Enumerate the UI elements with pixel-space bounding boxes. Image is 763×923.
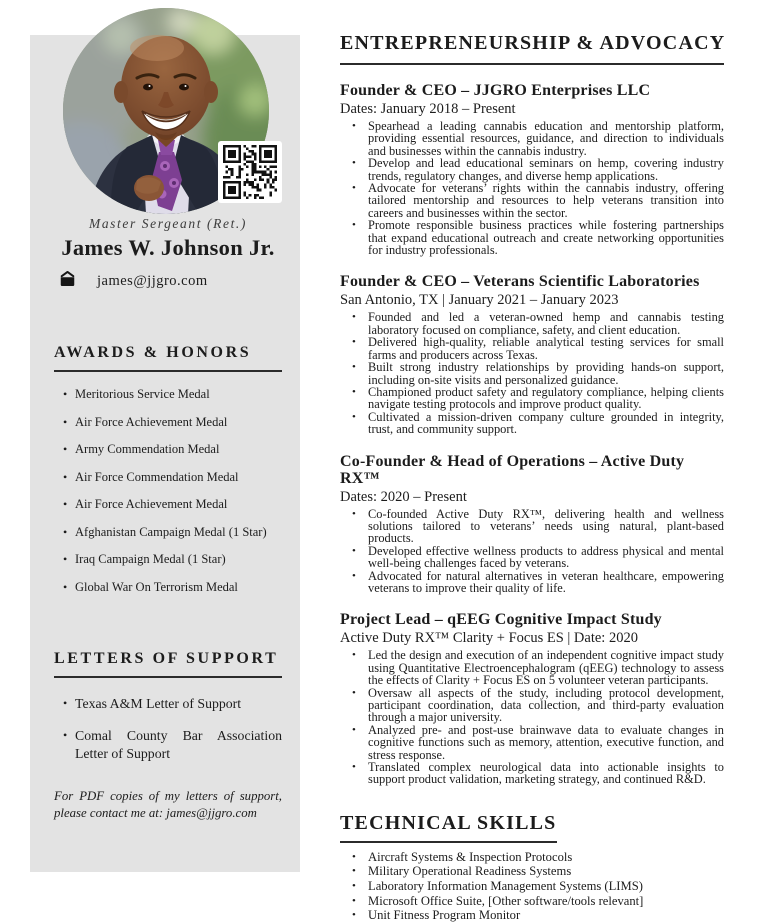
experience-section xyxy=(340,82,724,256)
skills-list xyxy=(340,850,724,923)
envelope-icon xyxy=(58,270,77,293)
bullet-item: • Translated complex neurological data into actionable insights to support product validation, marketing strategy, and continued R&D. xyxy=(340,761,724,786)
job-title: Project Lead – qEEG Cognitive Impact Study xyxy=(340,611,662,629)
award-item: • Iraq Campaign Medal (1 Star) xyxy=(54,552,282,566)
email-address[interactable]: james@jjgro.com xyxy=(97,272,208,289)
bullet-item: • Develop and lead educational seminars on hemp, covering industry trends, regulatory changes, and diverse hemp applications. xyxy=(340,157,724,182)
experience-section xyxy=(340,273,724,435)
award-item: • Air Force Commendation Medal xyxy=(54,470,282,484)
email-row xyxy=(58,270,282,292)
main-content xyxy=(340,30,724,923)
letter-item: • Texas A&M Letter of Support xyxy=(54,695,282,713)
job-bullets xyxy=(340,508,724,595)
award-item: • Army Commendation Medal xyxy=(54,442,282,456)
experience-section xyxy=(340,453,724,595)
skills-heading: TECHNICAL SKILLS xyxy=(340,810,557,843)
bullet-item: • Championed product safety and regulatory compliance, helping clients navigate testing protocols and improve product quality. xyxy=(340,386,724,411)
job-bullets xyxy=(340,311,724,435)
job-subtitle: Active Duty RX™ Clarity + Focus ES | Date: 2020 xyxy=(340,630,638,647)
bullet-item: • Analyzed pre- and post-use brainwave data to evaluate changes in cognitive functions such as memory, attention, executive function, and stress response. xyxy=(340,724,724,761)
bullet-item: • Built strong industry relationships by providing hands-on support, including on-site visits and personalized guidance. xyxy=(340,361,724,386)
job-title: Co-Founder & Head of Operations – Active Duty RX™ xyxy=(340,452,685,487)
skill-item: • Laboratory Information Management Systems (LIMS) xyxy=(340,879,724,894)
page-heading: ENTREPRENEURSHIP & ADVOCACY xyxy=(340,30,724,65)
skill-item: • Unit Fitness Program Monitor xyxy=(340,908,724,923)
awards-heading: AWARDS & HONORS xyxy=(54,342,282,372)
skill-item: • Aircraft Systems & Inspection Protocols xyxy=(340,850,724,865)
bullet-item: • Co-founded Active Duty RX™, delivering health and wellness solutions tailored to veterans’ needs using natural, plant-based products. xyxy=(340,508,724,545)
bullet-item: • Advocate for veterans’ rights within the cannabis industry, offering tailored mentorship and resources to help veterans transition into careers and businesses within the sector. xyxy=(340,182,724,219)
experience-section xyxy=(340,611,724,785)
job-bullets xyxy=(340,649,724,785)
skill-item: • Military Operational Readiness Systems xyxy=(340,864,724,879)
bullet-item: • Spearhead a leading cannabis education and mentorship platform, providing essential resources, guidance, and direction to individuals and businesses within the cannabis industry. xyxy=(340,120,724,157)
bullet-item: • Advocated for natural alternatives in veteran healthcare, empowering veterans to improve their quality of life. xyxy=(340,570,724,595)
person-name: James W. Johnson Jr. xyxy=(61,235,275,260)
award-item: • Global War On Terrorism Medal xyxy=(54,580,282,594)
letters-heading: LETTERS OF SUPPORT xyxy=(54,648,282,678)
rank-title: Master Sergeant (Ret.) xyxy=(88,216,248,231)
experience-sections xyxy=(340,82,724,786)
award-item: • Air Force Achievement Medal xyxy=(54,415,282,429)
job-subtitle: Dates: January 2018 – Present xyxy=(340,101,516,117)
skills-section xyxy=(340,810,724,843)
awards-list xyxy=(54,387,282,594)
job-bullets xyxy=(340,120,724,256)
job-subtitle: Dates: 2020 – Present xyxy=(340,488,467,505)
qr-code xyxy=(218,141,282,203)
letters-list xyxy=(54,695,282,763)
award-item: • Meritorious Service Medal xyxy=(54,387,282,401)
job-subtitle: San Antonio, TX | January 2021 – January 2023 xyxy=(340,292,619,309)
bullet-item: • Founded and led a veteran-owned hemp and cannabis testing laboratory focused on compliance, safety, and client education. xyxy=(340,311,724,336)
bullet-item: • Oversaw all aspects of the study, including protocol development, participant coordination, data collection, and third-party evaluation through a major university. xyxy=(340,687,724,724)
letter-item: • Comal County Bar Association Letter of Support xyxy=(54,727,282,762)
job-title: Founder & CEO – Veterans Scientific Laboratories xyxy=(340,273,700,291)
award-item: • Air Force Achievement Medal xyxy=(54,497,282,511)
bullet-item: • Promote responsible business practices while fostering partnerships that expand educational outreach and create networking opportunities for industry professionals. xyxy=(340,219,724,256)
bullet-item: • Developed effective wellness products to address physical and mental well-being challenges faced by veterans. xyxy=(340,545,724,570)
skill-item: • Microsoft Office Suite, [Other software/tools relevant] xyxy=(340,894,724,909)
bullet-item: • Cultivated a mission-driven company culture grounded in integrity, trust, and community support. xyxy=(340,411,724,436)
bullet-item: • Delivered high-quality, reliable analytical testing services for small farms and producers across Texas. xyxy=(340,336,724,361)
job-title: Founder & CEO – JJGRO Enterprises LLC xyxy=(340,82,651,99)
bullet-item: • Led the design and execution of an independent cognitive impact study using Quantitative Electroencephalogram (qEEG) technology to assess the effects of Clarity + Focus ES on 5 volunteer veteran participants. xyxy=(340,649,724,686)
award-item: • Afghanistan Campaign Medal (1 Star) xyxy=(54,525,282,539)
support-note: For PDF copies of my letters of support, please contact me at: james@jjgro.com xyxy=(54,789,282,820)
